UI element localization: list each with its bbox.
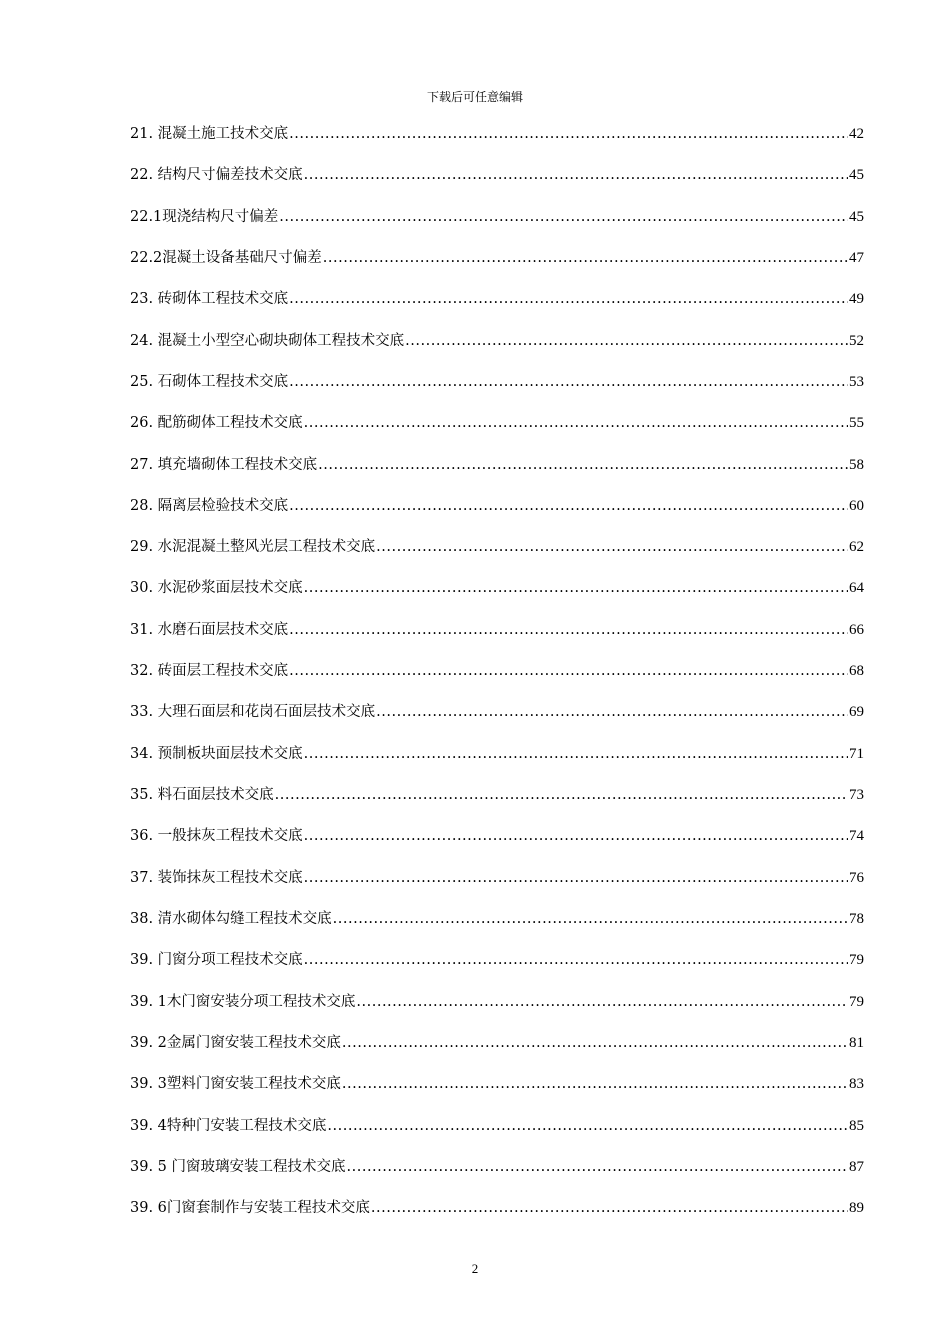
toc-entry-page-number: 55 <box>849 415 864 432</box>
toc-entry-title: 35. 料石面层技术交底 <box>130 787 274 803</box>
toc-dot-leader <box>347 1157 848 1177</box>
toc-entry-page-number: 62 <box>849 539 864 556</box>
toc-entry-title: 32. 砖面层工程技术交底 <box>130 663 289 680</box>
toc-entry-page-number: 89 <box>849 1200 864 1217</box>
toc-dot-leader <box>275 785 848 805</box>
toc-entry-page-number: 53 <box>849 373 864 390</box>
toc-entry-page-number: 52 <box>849 332 864 349</box>
toc-entry[interactable] <box>130 702 864 743</box>
toc-entry[interactable] <box>130 868 864 909</box>
toc-entry[interactable] <box>130 950 864 991</box>
toc-entry[interactable] <box>130 537 864 578</box>
toc-entry-title: 37. 装饰抹灰工程技术交底 <box>130 869 303 886</box>
toc-entry[interactable] <box>130 620 864 661</box>
toc-entry-page-number: 87 <box>849 1158 864 1175</box>
toc-entry-title: 33. 大理石面层和花岗石面层技术交底 <box>130 704 376 721</box>
toc-entry-title: 34. 预制板块面层技术交底 <box>130 745 303 762</box>
toc-dot-leader <box>323 248 848 268</box>
toc-entry-page-number: 83 <box>849 1076 864 1093</box>
toc-entry-page-number: 49 <box>849 291 864 308</box>
table-of-contents <box>130 124 864 1239</box>
toc-entry[interactable] <box>130 455 864 496</box>
toc-dot-leader <box>289 372 848 392</box>
toc-entry-page-number: 79 <box>849 993 864 1010</box>
toc-entry-title: 39. 2金属门窗安装工程技术交底 <box>130 1034 341 1051</box>
toc-entry-title: 39. 4特种门安装工程技术交底 <box>130 1117 327 1134</box>
toc-dot-leader <box>371 1198 848 1218</box>
toc-entry-title: 29. 水泥混凝土整风光层工程技术交底 <box>130 539 376 556</box>
toc-dot-leader <box>289 289 848 309</box>
toc-entry[interactable] <box>130 992 864 1033</box>
toc-entry-page-number: 71 <box>849 745 864 762</box>
toc-entry-page-number: 68 <box>849 663 864 680</box>
toc-entry-page-number: 64 <box>849 580 864 597</box>
page-number: 2 <box>471 1261 479 1276</box>
toc-dot-leader <box>356 992 848 1012</box>
toc-entry[interactable] <box>130 248 864 289</box>
toc-entry[interactable] <box>130 372 864 413</box>
toc-entry[interactable] <box>130 909 864 950</box>
toc-entry[interactable] <box>130 661 864 702</box>
toc-dot-leader <box>376 537 848 557</box>
toc-dot-leader <box>304 578 848 598</box>
toc-entry-title: 36. 一般抹灰工程技术交底 <box>130 828 303 845</box>
toc-entry[interactable] <box>130 1033 864 1074</box>
toc-dot-leader <box>289 496 848 516</box>
toc-entry-page-number: 79 <box>849 952 864 969</box>
toc-entry-page-number: 47 <box>849 249 864 266</box>
toc-entry[interactable] <box>130 289 864 330</box>
toc-entry[interactable] <box>130 124 864 165</box>
toc-dot-leader <box>342 1074 848 1094</box>
toc-entry-title: 26. 配筋砌体工程技术交底 <box>130 415 303 432</box>
toc-entry[interactable] <box>130 1198 864 1239</box>
toc-dot-leader <box>376 702 848 722</box>
toc-entry[interactable] <box>130 1157 864 1198</box>
toc-entry[interactable] <box>130 1116 864 1157</box>
toc-entry-title: 27. 填充墙砌体工程技术交底 <box>130 456 318 473</box>
toc-dot-leader <box>304 950 848 970</box>
toc-entry-page-number: 81 <box>849 1034 864 1051</box>
toc-entry-title: 30. 水泥砂浆面层技术交底 <box>130 580 303 597</box>
toc-entry-page-number: 60 <box>849 497 864 514</box>
toc-entry-title: 28. 隔离层检验技术交底 <box>130 497 289 514</box>
toc-entry-title: 39. 6门窗套制作与安装工程技术交底 <box>130 1200 370 1217</box>
toc-entry-page-number: 58 <box>849 456 864 473</box>
toc-entry[interactable] <box>130 578 864 619</box>
toc-dot-leader <box>304 868 848 888</box>
toc-dot-leader <box>289 661 848 681</box>
toc-entry-title: 25. 石砌体工程技术交底 <box>130 373 289 390</box>
toc-dot-leader <box>304 744 848 764</box>
toc-entry-page-number: 45 <box>849 167 864 184</box>
toc-entry-page-number: 74 <box>849 828 864 845</box>
toc-entry-title: 39. 5 门窗玻璃安装工程技术交底 <box>130 1158 346 1175</box>
toc-dot-leader <box>327 1116 848 1136</box>
page-header: 下载后可任意编辑 <box>426 90 523 104</box>
toc-entry-page-number: 42 <box>849 126 864 142</box>
toc-entry-title: 23. 砖砌体工程技术交底 <box>130 291 289 308</box>
toc-entry[interactable] <box>130 1074 864 1115</box>
toc-entry-title: 39. 1木门窗安装分项工程技术交底 <box>130 993 356 1010</box>
toc-entry-title: 39. 3塑料门窗安装工程技术交底 <box>130 1076 341 1093</box>
toc-dot-leader <box>318 455 848 475</box>
toc-entry[interactable] <box>130 165 864 206</box>
toc-entry-page-number: 85 <box>849 1117 864 1134</box>
toc-entry-page-number: 66 <box>849 621 864 638</box>
toc-entry[interactable] <box>130 207 864 248</box>
toc-dot-leader <box>304 413 848 433</box>
toc-entry[interactable] <box>130 496 864 537</box>
toc-dot-leader <box>333 909 848 929</box>
toc-dot-leader <box>342 1033 848 1053</box>
toc-entry[interactable] <box>130 826 864 867</box>
toc-entry-title: 38. 清水砌体勾缝工程技术交底 <box>130 910 332 927</box>
toc-entry-title: 22. 结构尺寸偏差技术交底 <box>130 167 303 184</box>
toc-dot-leader <box>304 826 848 846</box>
toc-entry-title: 21. 混凝土施工技术交底 <box>130 126 289 142</box>
toc-entry-page-number: 69 <box>849 704 864 721</box>
toc-entry-page-number: 78 <box>849 910 864 927</box>
toc-entry[interactable] <box>130 744 864 785</box>
toc-dot-leader <box>289 124 848 144</box>
toc-dot-leader <box>279 207 848 227</box>
toc-entry-title: 31. 水磨石面层技术交底 <box>130 621 289 638</box>
toc-entry-page-number: 45 <box>849 208 864 225</box>
toc-entry-title: 39. 门窗分项工程技术交底 <box>130 952 303 969</box>
toc-dot-leader <box>405 331 848 351</box>
toc-entry-title: 22.1现浇结构尺寸偏差 <box>130 208 279 225</box>
toc-entry[interactable] <box>130 413 864 454</box>
toc-entry-page-number: 73 <box>849 787 864 803</box>
toc-dot-leader <box>289 620 848 640</box>
toc-entry[interactable] <box>130 331 864 372</box>
toc-entry-title: 22.2混凝土设备基础尺寸偏差 <box>130 249 322 266</box>
toc-dot-leader <box>304 165 848 185</box>
toc-entry-page-number: 76 <box>849 869 864 886</box>
toc-entry-title: 24. 混凝土小型空心砌块砌体工程技术交底 <box>130 332 405 349</box>
toc-entry[interactable] <box>130 785 864 826</box>
